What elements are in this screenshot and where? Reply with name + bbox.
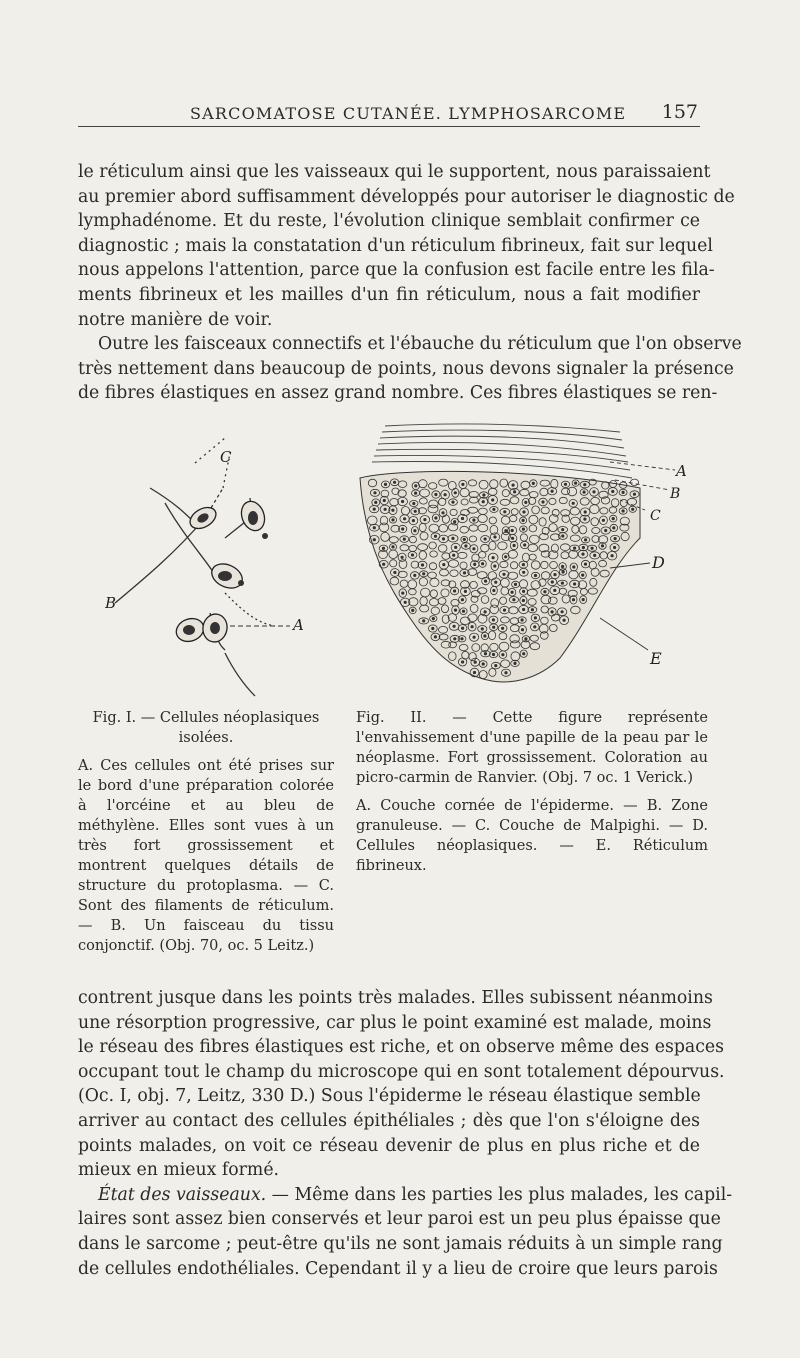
- cell-nucleus: [435, 517, 437, 519]
- cell-nucleus: [492, 619, 494, 621]
- running-header: [78, 100, 700, 127]
- cell-nucleus: [522, 519, 524, 521]
- cell-nucleus: [633, 493, 635, 495]
- cell-nucleus: [514, 583, 516, 585]
- text-line: arriver au contact des cellules épithéliales ; dès que l'on s'éloigne des: [78, 1110, 700, 1131]
- cell-nucleus: [495, 664, 497, 666]
- cell-nucleus: [403, 538, 405, 540]
- cell-nucleus: [614, 537, 616, 539]
- cell-nucleus: [554, 589, 556, 591]
- figure-2-illustration: [340, 418, 700, 708]
- cell-nucleus: [464, 590, 466, 592]
- cell-nucleus: [632, 508, 634, 510]
- cell-nucleus: [434, 535, 436, 537]
- cell-nucleus: [423, 573, 425, 575]
- cell-nucleus: [562, 535, 564, 537]
- cell-nucleus: [611, 555, 613, 557]
- cell-nucleus: [412, 519, 414, 521]
- cell-nucleus: [484, 611, 486, 613]
- cell-nucleus: [534, 626, 536, 628]
- figure-1-caption: [78, 708, 334, 956]
- running-title: SARCOMATOSE CUTANÉE. LYMPHOSARCOME: [190, 104, 627, 123]
- cell-nucleus: [463, 572, 465, 574]
- text-line: de fibres élastiques en assez grand nombre. Ces fibres élastiques se ren-: [78, 383, 718, 404]
- cell-nucleus: [413, 502, 415, 504]
- cell-nucleus: [613, 527, 615, 529]
- cell-nucleus: [572, 502, 574, 504]
- cell-nucleus: [471, 626, 473, 628]
- cell-mark: [630, 479, 638, 485]
- cell-nucleus: [414, 530, 416, 532]
- cell-nucleus: [404, 601, 406, 603]
- cell-nucleus: [584, 518, 586, 520]
- text-line: mieux en mieux formé.: [78, 1160, 280, 1181]
- cell-nucleus: [562, 528, 564, 530]
- cell-nucleus: [583, 491, 585, 493]
- figure-1-label-b: B: [105, 594, 117, 612]
- cell-nucleus: [421, 564, 423, 566]
- cell-nucleus: [573, 566, 575, 568]
- cell-nucleus: [622, 491, 624, 493]
- cell-nucleus: [412, 609, 414, 611]
- cell-nucleus: [432, 617, 434, 619]
- cell-nucleus: [462, 610, 464, 612]
- figure-2-caption: [356, 708, 708, 876]
- cell-nucleus: [493, 589, 495, 591]
- cell-nucleus: [562, 571, 564, 573]
- cell-nucleus: [481, 628, 483, 630]
- cell-nucleus: [532, 482, 534, 484]
- cell-nucleus: [521, 629, 523, 631]
- cell-nucleus: [522, 563, 524, 565]
- cell-nucleus: [393, 481, 395, 483]
- cell-nucleus: [382, 547, 384, 549]
- cell-nucleus: [505, 556, 507, 558]
- figure-2-label-c: C: [650, 508, 661, 524]
- figure-1-label-c: C: [220, 448, 232, 466]
- cell-nucleus: [573, 583, 575, 585]
- paragraph: [78, 986, 725, 1183]
- cell-nucleus: [525, 501, 527, 503]
- cell-nucleus: [605, 529, 607, 531]
- cell-nucleus: [522, 528, 524, 530]
- paragraph: [78, 160, 735, 332]
- cell-nucleus: [482, 501, 484, 503]
- cell-nucleus: [453, 625, 455, 627]
- body-text-bottom: [78, 986, 733, 1281]
- cell-nucleus: [523, 571, 525, 573]
- cell-nucleus: [453, 590, 455, 592]
- cell-nucleus: [374, 492, 376, 494]
- cell-nucleus: [453, 554, 455, 556]
- cell-nucleus: [481, 563, 483, 565]
- cell-nucleus: [492, 653, 494, 655]
- cell-nucleus: [521, 619, 523, 621]
- text-line: diagnostic ; mais la constatation d'un réticulum fibrineux, fait sur lequel: [78, 235, 713, 256]
- cell-nucleus: [534, 574, 536, 576]
- cell-nucleus: [591, 547, 593, 549]
- cell-nucleus: [375, 501, 377, 503]
- cell-nucleus: [561, 565, 563, 567]
- cell-nucleus: [444, 494, 446, 496]
- text-line: le réseau des fibres élastiques est riche, et on observe même des espaces: [78, 1037, 724, 1058]
- cell-nucleus: [492, 557, 494, 559]
- text-line: laires sont assez bien conservés et leur paroi est un peu plus épaisse que: [78, 1209, 721, 1230]
- body-text-top: [78, 160, 742, 406]
- cell-nucleus: [462, 483, 464, 485]
- cell-nucleus: [503, 573, 505, 575]
- cell-nucleus: [442, 538, 444, 540]
- cell-nucleus: [551, 490, 553, 492]
- cell-nucleus: [502, 654, 504, 656]
- paragraph: [78, 1183, 733, 1281]
- cell-nucleus: [602, 519, 604, 521]
- text-line: points malades, on voit ce réseau devenir de plus en plus riche et de: [78, 1135, 700, 1156]
- cell-nucleus: [582, 574, 584, 576]
- cell-nucleus: [613, 546, 615, 548]
- cell-nucleus: [452, 501, 454, 503]
- cell-nucleus: [373, 539, 375, 541]
- cell-nucleus: [474, 661, 476, 663]
- text-line: occupant tout le champ du microscope qui en sont totalement dépourvus.: [78, 1061, 725, 1082]
- cell-nucleus: [484, 580, 486, 582]
- cell-nucleus: [383, 563, 385, 565]
- cell-nucleus: [494, 536, 496, 538]
- cell-nucleus: [384, 483, 386, 485]
- cell-nucleus: [513, 599, 515, 601]
- cell-nucleus: [493, 508, 495, 510]
- cell-nucleus: [594, 554, 596, 556]
- cell-nucleus: [505, 672, 507, 674]
- cell-nucleus: [522, 608, 524, 610]
- text-line: [78, 1183, 733, 1208]
- cell-nucleus: [514, 662, 516, 664]
- text-line: au premier abord suffisamment développés pour autoriser le diagnostic de: [78, 186, 735, 207]
- cell-nucleus: [503, 609, 505, 611]
- cell-nucleus: [574, 482, 576, 484]
- cell-nucleus: [525, 638, 527, 640]
- cell-nucleus: [373, 508, 375, 510]
- cell-nucleus: [443, 563, 445, 565]
- cell-nucleus: [473, 519, 475, 521]
- cell-nucleus: [551, 611, 553, 613]
- cell-nucleus: [454, 609, 456, 611]
- cell-nucleus: [511, 537, 513, 539]
- cell-nucleus: [461, 627, 463, 629]
- text-fragment: — Même dans les parties les plus malades, les capil-: [266, 1184, 733, 1205]
- cell-nucleus: [582, 553, 584, 555]
- cell-nucleus: [572, 599, 574, 601]
- cell-nucleus: [373, 527, 375, 529]
- cell-nucleus: [411, 554, 413, 556]
- cell-nucleus: [582, 546, 584, 548]
- cell-nucleus: [392, 519, 394, 521]
- cell-nucleus: [523, 511, 525, 513]
- cell-nucleus: [454, 492, 456, 494]
- cell-nucleus: [454, 638, 456, 640]
- cell-nucleus: [512, 484, 514, 486]
- cell-nucleus: [563, 619, 565, 621]
- figure-2-label-e: E: [650, 649, 662, 668]
- cell-nucleus: [473, 636, 475, 638]
- cell-nucleus: [551, 581, 553, 583]
- cell-nucleus: [401, 500, 403, 502]
- text-line: nous appelons l'attention, parce que la confusion est facile entre les fila-: [78, 260, 715, 281]
- italic-lead: État des vaisseaux.: [98, 1184, 267, 1205]
- cell-nucleus: [534, 617, 536, 619]
- cell-nucleus: [511, 529, 513, 531]
- cell-nucleus: [542, 501, 544, 503]
- cell-nucleus: [401, 556, 403, 558]
- cell-nucleus: [622, 510, 624, 512]
- cell-nucleus: [403, 518, 405, 520]
- cell-nucleus: [394, 571, 396, 573]
- cell-nucleus: [402, 592, 404, 594]
- cell-nucleus: [474, 563, 476, 565]
- cell-nucleus: [442, 512, 444, 514]
- figure-2-label-a: A: [676, 462, 687, 480]
- figure-1-caption-text: A. Ces cellules ont été prises sur le bord d'une préparation colorée à l'orcéine et au bleu de méthylène. Elles sont vues à un très fort grossissement et montrent quelques détails de structure du protoplasma. — C. Sont des filaments de réticulum. — B. Un faisceau du tissu conjonctif. (Obj. 70, oc. 5 Leitz.): [78, 758, 334, 954]
- cell-nucleus: [465, 545, 467, 547]
- cell-nucleus: [504, 511, 506, 513]
- cell-nucleus: [461, 638, 463, 640]
- cell-nucleus: [584, 483, 586, 485]
- cell-nucleus: [461, 661, 463, 663]
- figure-2-label-d: D: [652, 553, 665, 572]
- cell-nucleus: [473, 548, 475, 550]
- text-line: ments fibrineux et les mailles d'un fin réticulum, nous a fait modifier: [78, 284, 700, 305]
- cell-nucleus: [383, 499, 385, 501]
- cell-nucleus: [584, 511, 586, 513]
- cell-nucleus: [414, 510, 416, 512]
- cell-nucleus: [484, 653, 486, 655]
- text-line: dans le sarcome ; peut-être qu'ils ne sont jamais réduits à un simple rang: [78, 1233, 723, 1254]
- cell-nucleus: [484, 635, 486, 637]
- cell-nucleus: [482, 663, 484, 665]
- cell-nucleus: [392, 509, 394, 511]
- cell-nucleus: [511, 591, 513, 593]
- cell-nucleus: [561, 611, 563, 613]
- text-line: de cellules endothéliales. Cependant il y a lieu de croire que leurs parois: [78, 1258, 718, 1279]
- cell-nucleus: [584, 539, 586, 541]
- cell-nucleus: [473, 671, 475, 673]
- cell-nucleus: [494, 565, 496, 567]
- cell-nucleus: [561, 582, 563, 584]
- cell-nucleus: [454, 521, 456, 523]
- cell-nucleus: [452, 537, 454, 539]
- page-number: 157: [661, 101, 698, 123]
- cell-nucleus: [392, 546, 394, 548]
- cell-nucleus: [522, 590, 524, 592]
- cell-nucleus: [435, 493, 437, 495]
- cell-nucleus: [513, 491, 515, 493]
- cell-nucleus: [612, 490, 614, 492]
- text-line: une résorption progressive, car plus le point examiné est malade, moins: [78, 1012, 712, 1033]
- cell-nucleus: [423, 620, 425, 622]
- cell-nucleus: [524, 544, 526, 546]
- cell-nucleus: [492, 499, 494, 501]
- text-line: très nettement dans beaucoup de points, nous devons signaler la présence: [78, 358, 734, 379]
- paragraph: [78, 332, 742, 406]
- cell-nucleus: [483, 494, 485, 496]
- figure-1-illustration: [105, 418, 325, 708]
- cell-nucleus: [463, 538, 465, 540]
- cell-nucleus: [601, 545, 603, 547]
- cell-nucleus: [424, 518, 426, 520]
- cell-nucleus: [505, 530, 507, 532]
- text-line: Outre les faisceaux connectifs et l'ébauche du réticulum que l'on observe: [98, 334, 742, 355]
- cell-nucleus: [455, 546, 457, 548]
- cell-nucleus: [414, 492, 416, 494]
- text-line: lymphadénome. Et du reste, l'évolution clinique semblait confirmer ce: [78, 211, 700, 232]
- cell-nucleus: [414, 574, 416, 576]
- cell-nucleus: [495, 581, 497, 583]
- text-line: le réticulum ainsi que les vaisseaux qui le supportent, nous paraissaient: [78, 162, 711, 182]
- cell-nucleus: [461, 517, 463, 519]
- cell-nucleus: [384, 508, 386, 510]
- figure-2-caption-head: Fig. II. — Cette figure représente l'envahissement d'une papille de la peau par le néoplasme. Fort grossissement. Coloration au picro-carmin de Ranvier. (Obj. 7 oc. 1 Verick.): [356, 710, 708, 786]
- cell-nucleus: [531, 609, 533, 611]
- figure-2-label-b: B: [670, 486, 681, 502]
- cell-nucleus: [523, 653, 525, 655]
- text-line: contrent jusque dans les points très malades. Elles subissent néanmoins: [78, 988, 713, 1008]
- cell-nucleus: [554, 573, 556, 575]
- cell-nucleus: [434, 636, 436, 638]
- cell-nucleus: [461, 599, 463, 601]
- cell-nucleus: [573, 547, 575, 549]
- cell-nucleus: [582, 598, 584, 600]
- cell-nucleus: [564, 483, 566, 485]
- figure-1-caption-head: Fig. I. — Cellules néoplasiques isolées.: [92, 710, 320, 746]
- cell-nucleus: [544, 591, 546, 593]
- figure-1-label-a: A: [293, 616, 304, 634]
- cell-nucleus: [584, 563, 586, 565]
- cell-nucleus: [493, 626, 495, 628]
- cell-nucleus: [513, 544, 515, 546]
- cell-nucleus: [593, 491, 595, 493]
- text-line: notre manière de voir.: [78, 309, 273, 330]
- cell-nucleus: [432, 627, 434, 629]
- cell-nucleus: [415, 485, 417, 487]
- cell-nucleus: [484, 538, 486, 540]
- cell-nucleus: [522, 599, 524, 601]
- text-line: (Oc. I, obj. 7, Leitz, 330 D.) Sous l'épiderme le réseau élastique semble: [78, 1086, 701, 1107]
- figure-2-caption-text: A. Couche cornée de l'épiderme. — B. Zone granuleuse. — C. Couche de Malpighi. — D. Cellules néoplasiques. — E. Réticulum fibrineux.: [356, 798, 708, 874]
- cell-nucleus: [612, 517, 614, 519]
- cell-nucleus: [501, 627, 503, 629]
- cell-nucleus: [402, 528, 404, 530]
